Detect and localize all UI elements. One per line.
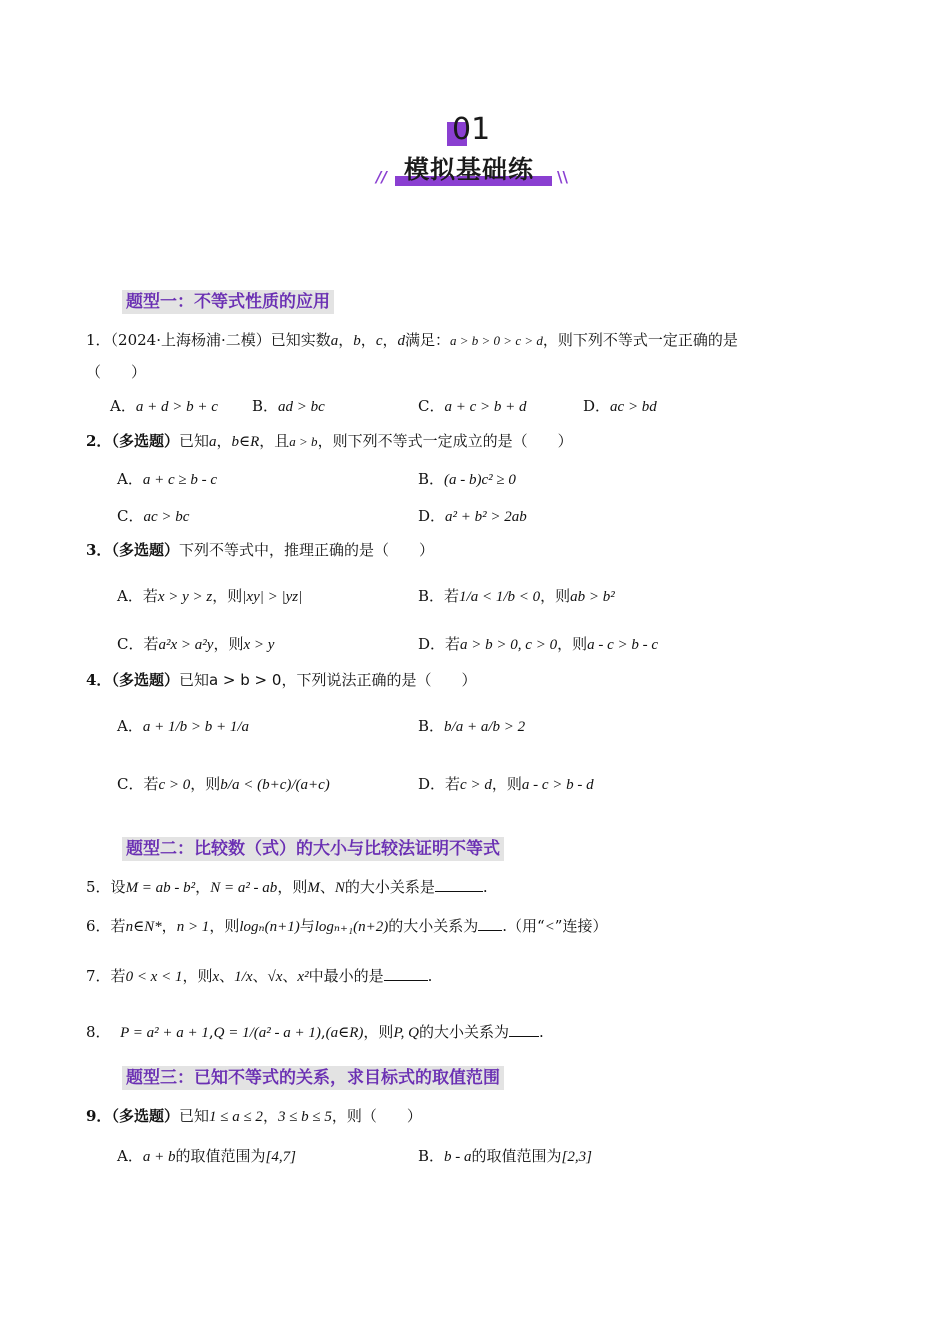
option-a[interactable]: A．a + c ≥ b - c: [117, 470, 218, 488]
question-2: 2．（多选题）已知a，b∈R，且a > b，则下列不等式一定成立的是（ ）: [86, 432, 573, 450]
question-tag: （多选题）: [111, 432, 179, 450]
option-b[interactable]: B．(a - b)c² ≥ 0: [418, 470, 516, 488]
option-b[interactable]: B．若1/a < 1/b < 0，则ab > b²: [418, 587, 615, 605]
question-tag: （多选题）: [111, 671, 179, 689]
question-source: （2024·上海杨浦·二模）: [110, 331, 271, 349]
answer-blank[interactable]: [435, 877, 483, 892]
option-c[interactable]: C．若c > 0，则b/a < (b+c)/(a+c): [117, 775, 330, 793]
header-slashes-left: //: [376, 168, 387, 186]
question-4: 4．（多选题）已知a > b > 0，下列说法正确的是（ ）: [86, 671, 477, 689]
section-heading-1: 题型一：不等式性质的应用: [122, 290, 334, 314]
header-title: 模拟基础练: [404, 155, 535, 184]
option-d[interactable]: D．若c > d，则a - c > b - d: [418, 775, 594, 793]
question-8: 8． P = a² + a + 1,Q = 1/(a² - a + 1),(a∈R)，则P, Q的大小关系为 .: [86, 1023, 544, 1041]
option-a[interactable]: A．a + b的取值范围为[4,7]: [117, 1147, 296, 1165]
question-9: 9．（多选题）已知1 ≤ a ≤ 2，3 ≤ b ≤ 5，则（ ）: [86, 1107, 422, 1125]
option-a[interactable]: A．a + d > b + c: [110, 397, 218, 415]
header-number: 01: [452, 112, 491, 147]
question-number: 1．: [86, 331, 111, 349]
section-heading-3: 题型三：已知不等式的关系，求目标式的取值范围: [122, 1066, 504, 1090]
question-5: 5．设M = ab - b²，N = a² - ab，则M、N的大小关系是 .: [86, 878, 488, 896]
answer-blank[interactable]: [384, 966, 428, 981]
question-1: 1．（2024·上海杨浦·二模）已知实数a，b，c，d满足：a > b > 0 > c > d，则下列不等式一定正确的是: [86, 331, 738, 349]
question-tag: （多选题）: [111, 1107, 179, 1125]
option-c[interactable]: C．a + c > b + d: [418, 397, 527, 415]
question-6: 6．若n∈N*，n > 1，则logₙ(n+1)与logₙ₊₁(n+2)的大小关系为 .（用“<”连接）: [86, 917, 608, 935]
option-b[interactable]: B．b/a + a/b > 2: [418, 717, 526, 735]
answer-blank[interactable]: [478, 916, 502, 931]
question-3: 3．（多选题）下列不等式中，推理正确的是（ ）: [86, 541, 434, 559]
question-7: 7．若0 < x < 1，则x、1/x、√x、x²中最小的是 .: [86, 967, 433, 985]
option-d[interactable]: D．a² + b² > 2ab: [418, 507, 527, 525]
option-d[interactable]: D．ac > bd: [583, 397, 657, 415]
option-b[interactable]: B．ad > bc: [252, 397, 325, 415]
option-c[interactable]: C．若a²x > a²y，则x > y: [117, 635, 275, 653]
header-slashes-right: \\: [557, 168, 568, 186]
option-b[interactable]: B．b - a的取值范围为[2,3]: [418, 1147, 592, 1165]
question-1-paren: （ ）: [86, 363, 147, 381]
option-a[interactable]: A．a + 1/b > b + 1/a: [117, 717, 250, 735]
option-a[interactable]: A．若x > y > z，则|xy| > |yz|: [117, 587, 303, 605]
answer-blank[interactable]: [509, 1022, 539, 1037]
section-heading-2: 题型二：比较数（式）的大小与比较法证明不等式: [122, 837, 504, 861]
question-tag: （多选题）: [111, 541, 179, 559]
option-c[interactable]: C．ac > bc: [117, 507, 190, 525]
option-d[interactable]: D．若a > b > 0, c > 0，则a - c > b - c: [418, 635, 659, 653]
